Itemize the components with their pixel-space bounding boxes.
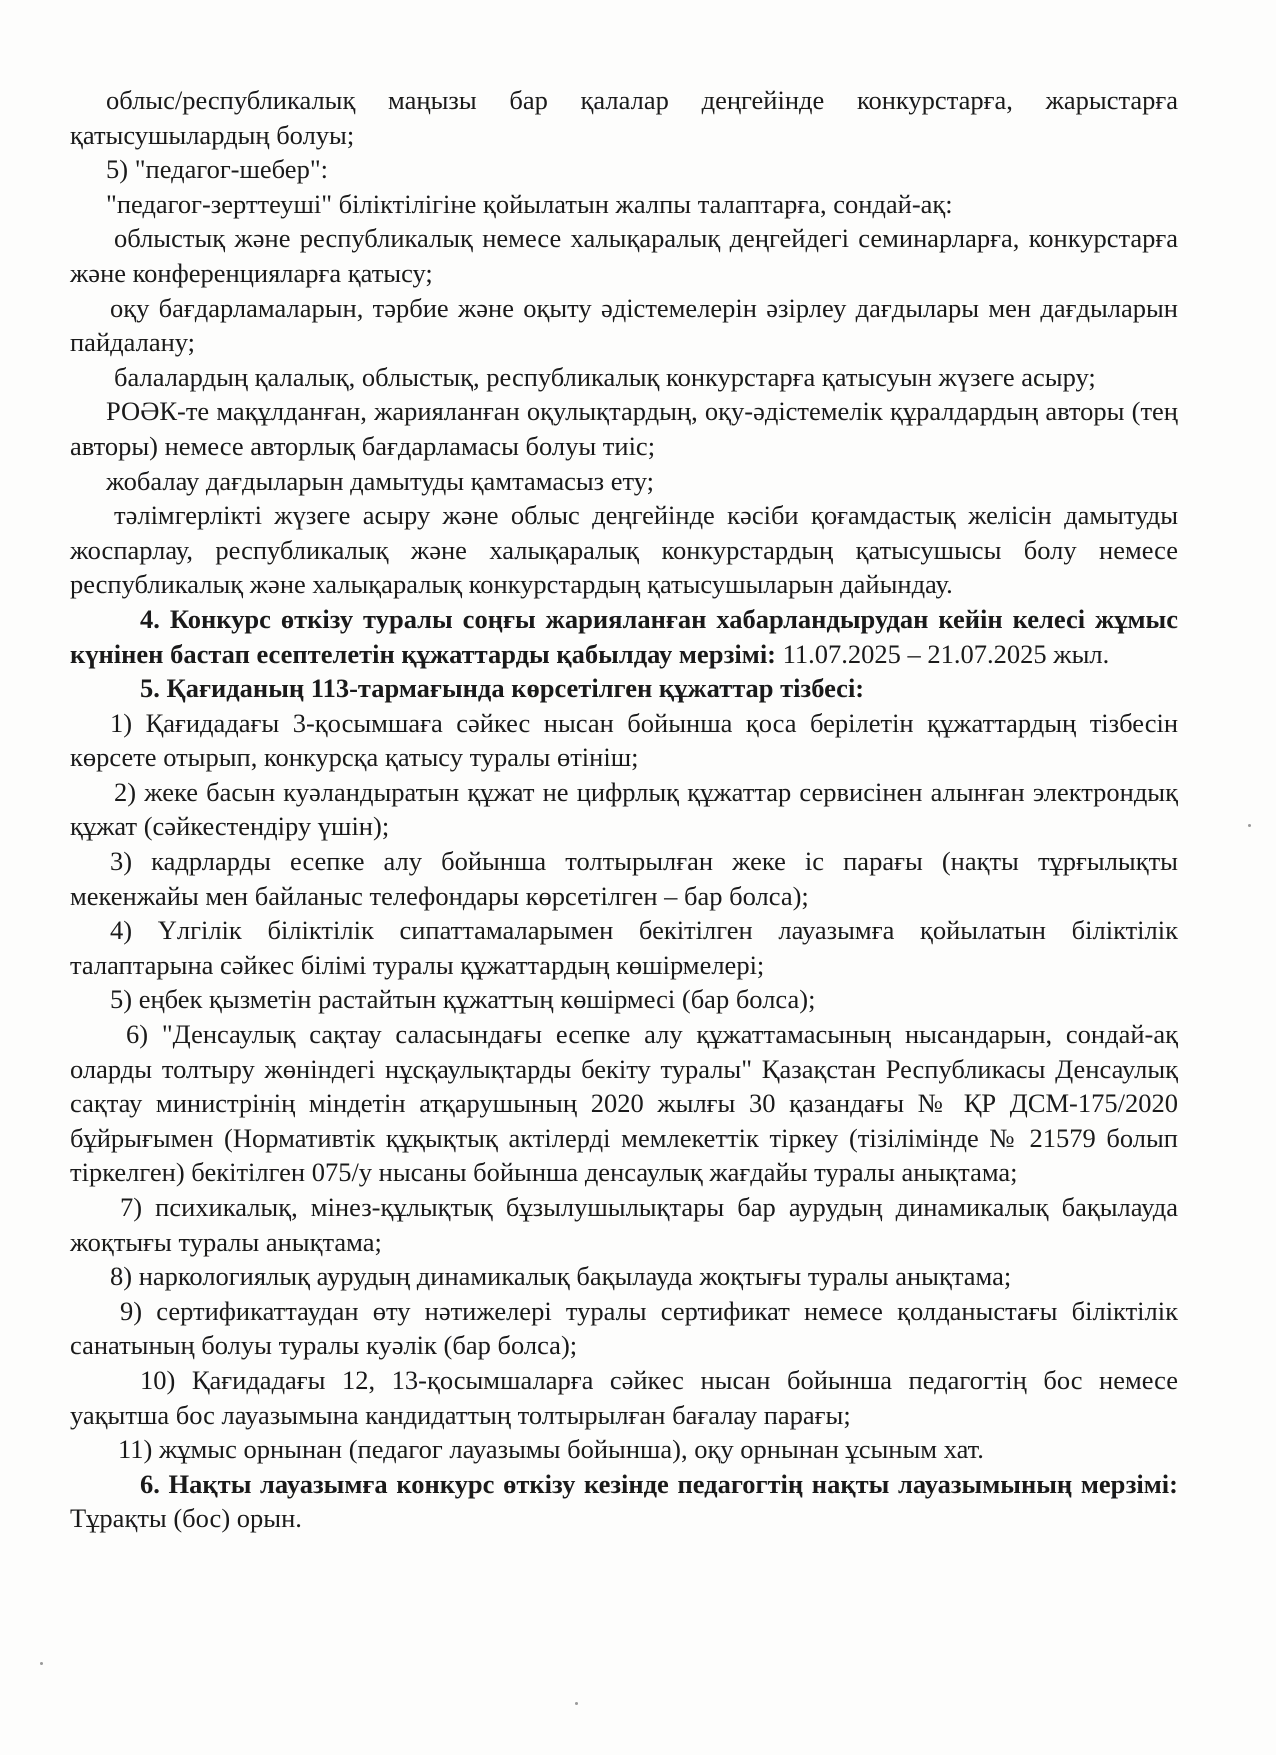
scan-speck xyxy=(1248,824,1251,827)
list-item-4: 4) Үлгілік біліктілік сипаттамаларымен бекітілген лауазымға қойылатын біліктілік талаптарына сәйкес білімі туралы құжаттардың көшірмелері; xyxy=(70,915,1178,980)
list-item-9: 9) сертификаттаудан өту нәтижелері туралы сертификат немесе қолданыстағы біліктілік санатының болуы туралы куәлік (бар болса); xyxy=(70,1295,1178,1361)
list-item-1: 1) Қағидадағы 3-қосымшаға сәйкес нысан бойынша қоса берілетін құжаттардың тізбесін көрсете отырып, конкурсқа қатысу туралы өтініш; xyxy=(70,707,1178,773)
list-item-11: 11) жұмыс орнынан (педагог лауазымы бойынша), оқу орнынан ұсыным хат. xyxy=(118,1434,984,1465)
section-5-title: 5. Қағиданың 113-тармағында көрсетілген құжаттар тізбесі: xyxy=(140,673,865,704)
paragraph-text: облыс/республикалық маңызы бар қалалар деңгейінде конкурстарға, жарыстарға қатысушылардың болуы; xyxy=(70,85,1178,150)
section-4-heading: 4. Конкурс өткізу туралы соңғы жарияланған хабарландырудан кейін келесі жұмыс күнінен бастап есептелетін құжаттарды қабылдау мерзімі: xyxy=(70,603,1178,669)
section-4-dates: 11.07.2025 – 21.07.2025 жыл. xyxy=(776,638,1110,669)
section-4-deadline xyxy=(70,602,1178,671)
paragraph-mentoring: тәлімгерлікті жүзеге асыру және облыс деңгейінде кәсіби қоғамдастық желісін дамытуды жоспарлау, республикалық және халықаралық конкурстардың қатысушысы болу немесе республикалық және халықаралық конкурстардың қатысушыларын дайындау. xyxy=(70,500,1178,600)
paragraph-pedagog-sheber: 5) "педагог-шебер": xyxy=(106,154,329,185)
paragraph-textbooks: РОӘК-те мақұлданған, жарияланған оқулықтардың, оқу-әдістемелік құралдардың авторы (тең авторы) немесе авторлық бағдарламасы болуы тиіс; xyxy=(70,396,1178,461)
paragraph-pedagog-zertteushi: "педагог-зерттеуші" біліктілігіне қойылатын жалпы талаптарға, сондай-ақ: xyxy=(106,188,953,219)
paragraph-children-contests: балалардың қалалық, облыстық, республикалық конкурстарға қатысуын жүзеге асыру; xyxy=(114,361,1096,392)
list-item-3: 3) кадрларды есепке алу бойынша толтырылған жеке іс парағы (нақты тұрғылықты мекенжайы мен байланыс телефондары көрсетілген – бар болса); xyxy=(70,846,1178,911)
list-item-10: 10) Қағидадағы 12, 13-қосымшаларға сәйкес нысан бойынша педагогтің бос немесе уақытша бос лауазымына кандидаттың толтырылған бағалау парағы; xyxy=(70,1364,1178,1430)
list-item-2: 2) жеке басын куәландыратын құжат не цифрлық құжаттар сервисінен алынған электрондық құжат (сәйкестендіру үшін); xyxy=(70,776,1178,842)
list-item-8: 8) наркологиялық аурудың динамикалық бақылауда жоқтығы туралы анықтама; xyxy=(110,1261,1012,1292)
paragraph-project-skills: жобалау дағдыларын дамытуды қамтамасыз ету; xyxy=(106,465,655,496)
scan-speck xyxy=(40,1662,43,1665)
list-item-6: 6) "Денсаулық сақтау саласындағы есепке алу құжаттамасының нысандарын, сондай-ақ оларды толтыру жөніндегі нұсқаулықтарды бекіту туралы" Қазақстан Республикасы Денсаулық сақтау министрінің міндетін атқарушының 2020 жылғы 30 қазандағы № ҚР ДСМ-175/2020 бұйрығымен (Нормативтік құқықтық актілерді мемлекеттік тіркеу (тізілімінде № 21579 болып тіркелген) бекітілген 075/у нысаны бойынша денсаулық жағдайы туралы анықтама; xyxy=(70,1019,1178,1188)
document-body xyxy=(70,83,1178,1536)
paragraph-seminars: облыстық және республикалық немесе халықаралық деңгейдегі семинарларға, конкурстарға және конференцияларға қатысу; xyxy=(70,223,1178,288)
section-6-term xyxy=(70,1467,1178,1536)
paragraph-programs: оқу бағдарламаларын, тәрбие және оқыту әдістемелерін әзірлеу дағдылары мен дағдыларын пайдалану; xyxy=(70,292,1178,358)
section-6-value: Тұрақты (бос) орын. xyxy=(70,1503,302,1534)
section-6-heading: 6. Нақты лауазымға конкурс өткізу кезінде педагогтің нақты лауазымының мерзімі: xyxy=(140,1468,1178,1499)
paragraph-competitions-participation xyxy=(70,83,1178,152)
list-item-5: 5) еңбек қызметін растайтын құжаттың көшірмесі (бар болса); xyxy=(110,984,816,1015)
section-5-heading xyxy=(70,671,1178,706)
scan-speck xyxy=(575,1702,578,1705)
list-item-7: 7) психикалық, мінез-құлықтық бұзылушылықтары бар аурудың динамикалық бақылауда жоқтығы туралы анықтама; xyxy=(70,1192,1178,1257)
